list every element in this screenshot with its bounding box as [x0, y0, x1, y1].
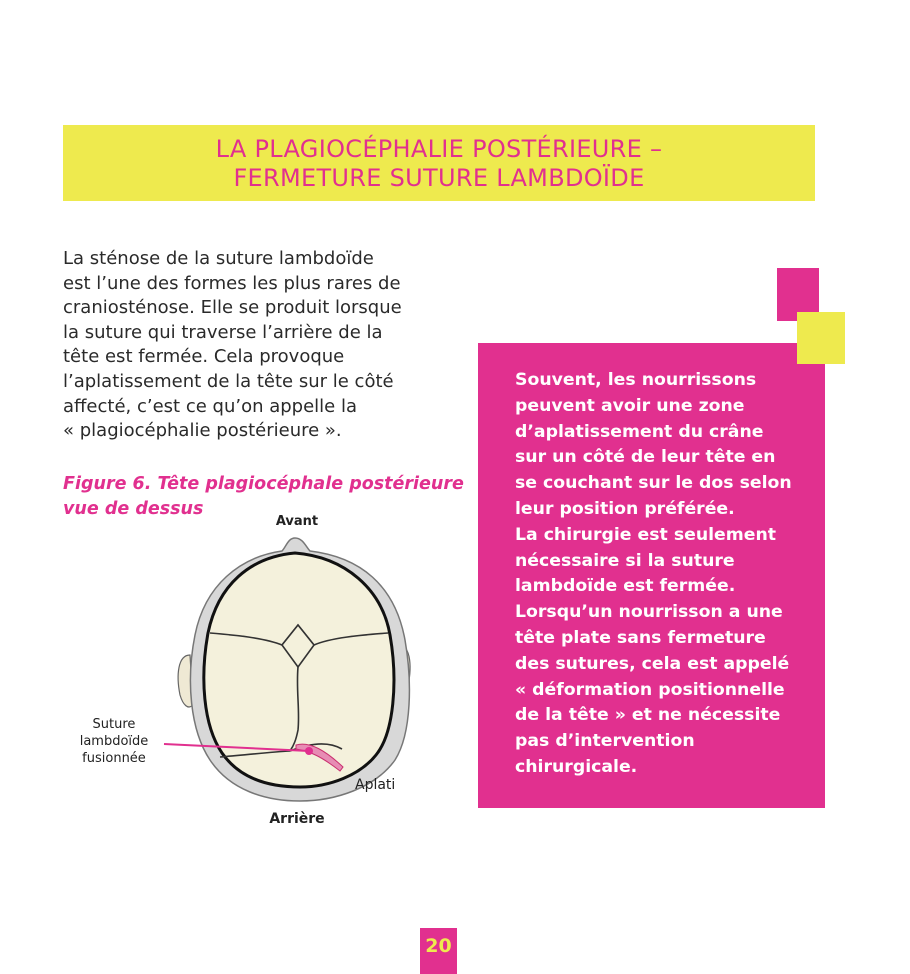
intro-line: l’aplatissement de la tête sur le côté — [63, 370, 394, 392]
callout-line: lambdoïde est fermée. — [515, 576, 736, 597]
title-line-1: LA PLAGIOCÉPHALIE POSTÉRIEURE – — [215, 135, 663, 163]
label-suture-2: lambdoïde — [79, 734, 149, 749]
page-number: 20 — [420, 928, 457, 974]
decorative-yellow-square — [797, 312, 845, 364]
label-back: Arrière — [269, 811, 325, 827]
callout-line: nécessaire si la suture — [515, 550, 735, 571]
intro-paragraph — [63, 247, 443, 444]
callout-line: peuvent avoir une zone — [515, 395, 745, 416]
callout-line: chirurgicale. — [515, 756, 638, 777]
label-front: Avant — [275, 514, 319, 529]
caption-line-1: Figure 6. Tête plagiocéphale postérieure — [63, 474, 464, 494]
callout-line: leur position préférée. — [515, 498, 735, 519]
intro-line: la suture qui traverse l’arrière de la — [63, 321, 383, 343]
callout-line: La chirurgie est seulement — [515, 524, 777, 545]
intro-line: « plagiocéphalie postérieure ». — [63, 420, 342, 442]
intro-line: La sténose de la suture lambdoïde — [63, 248, 374, 269]
skull-outline — [204, 553, 394, 787]
callout-line: Souvent, les nourrissons — [515, 370, 757, 390]
title-line-2: FERMETURE SUTURE LAMBDOÏDE — [233, 164, 645, 192]
title-banner — [63, 125, 815, 201]
intro-line: est l’une des formes les plus rares de — [63, 272, 401, 294]
label-suture-3: fusionnée — [82, 751, 146, 766]
label-suture-1: Suture — [92, 717, 136, 732]
intro-line: craniosténose. Elle se produit lorsque — [63, 297, 402, 319]
callout-line: Lorsqu’un nourrisson a une — [515, 602, 783, 623]
callout-line: pas d’intervention — [515, 731, 695, 752]
skull-illustration — [60, 505, 460, 835]
callout-text — [515, 368, 815, 781]
callout-line: sur un côté de leur tête en — [515, 447, 776, 468]
label-flat: Aplati — [355, 777, 396, 793]
intro-line: affecté, c’est ce qu’on appelle la — [63, 395, 358, 417]
callout-line: « déformation positionnelle — [515, 679, 785, 700]
callout-line: de la tête » et ne nécessite — [515, 705, 781, 726]
callout-line: tête plate sans fermeture — [515, 627, 766, 648]
callout-line: d’aplatissement du crâne — [515, 421, 764, 442]
caption-line-2: vue de dessus — [63, 499, 204, 519]
callout-line: des sutures, cela est appelé — [515, 653, 790, 674]
callout-box — [478, 343, 825, 808]
intro-line: tête est fermée. Cela provoque — [63, 346, 345, 368]
callout-line: se couchant sur le dos selon — [515, 473, 792, 494]
